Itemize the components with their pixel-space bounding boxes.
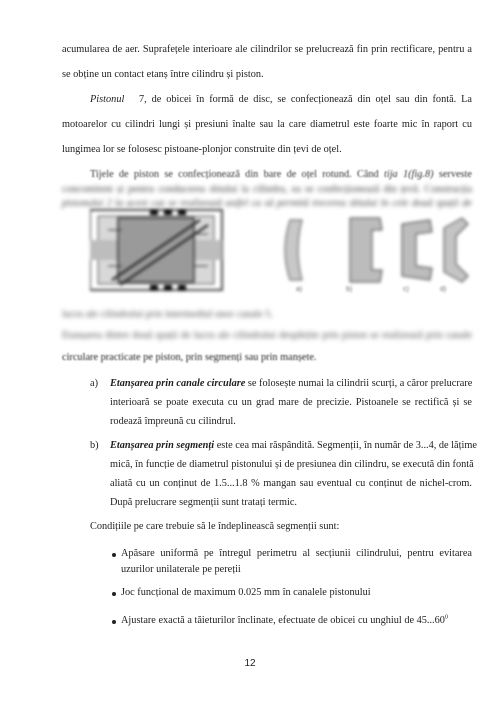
paragraph-line: circulare practicate pe piston, prin segmenți sau prin manșete.: [62, 352, 317, 363]
bullet-dot: [112, 592, 116, 596]
paragraph-text: , de obicei în formă de disc, se confecționează din oțel sau din fontă. La: [144, 94, 472, 105]
list-item-b-line: mică, în funcție de diametrul pistonului și de presiunea din cilindru, se execută din fontă: [110, 459, 474, 470]
paragraph-line: Etanșarea dintre două spații de lucru ale cilindrului despărțite prin piston se realizează prin canale: [62, 330, 472, 341]
paragraph-line: motoarelor cu cilindri lungi și presiuni înalte sau la care diametrul este foarte mic în raport cu: [62, 119, 472, 130]
page-number: 12: [244, 658, 256, 669]
cylinder-section-drawing: [90, 209, 222, 291]
piston-figure: [90, 200, 475, 300]
figure-label-a: a): [296, 286, 303, 293]
paragraph-line: se obține un contact etanș între cilindru și piston.: [62, 69, 264, 80]
bullet-dot: [112, 553, 116, 557]
seal-profile-b: [350, 218, 382, 282]
seal-profile-c: [402, 220, 432, 280]
list-marker-a: a): [90, 378, 98, 389]
bullet-text: Ajustare exactă a tăieturilor înclinate, efectuate de obicei cu unghiul de 45...60: [121, 615, 445, 626]
list-item-a-line: interioară se poate executa cu un grad mare de precizie. Pistoanele se rectifică și se: [110, 397, 472, 408]
conditions-intro: Condițiile pe care trebuie să le îndeplinească segmenții sunt:: [90, 521, 340, 532]
list-item-b-line: aliată cu un conținut de 1.5...1.8 % mangan sau eventual cu conținut de nichel-crom.: [110, 478, 472, 489]
paragraph-line: acumularea de aer. Suprafețele interioare ale cilindrilor se prelucrează fin prin rectificare, pentru a: [62, 44, 472, 55]
bullet-dot: [112, 620, 116, 624]
degree-superscript: 0: [444, 614, 448, 621]
list-item-text: se folosește numai la cilindrii scurți, a căror prelucrare: [245, 378, 473, 389]
list-item-a-line: rodează împreună cu cilindrul.: [110, 416, 236, 427]
paragraph-line: lungimea lor se folosesc pistoane-plonjor construite din țevi de oțel.: [62, 144, 342, 155]
piston-term: Pistonul: [90, 94, 125, 105]
seal-profile-d: [444, 218, 468, 282]
bullet-item-line: [121, 615, 448, 627]
list-item-b-line: După prelucrare segmenții sunt tratați termic.: [110, 497, 297, 508]
figure-label-c: c): [403, 286, 409, 293]
piston-number: 7: [139, 94, 145, 105]
paragraph-line: pistonului 2 la acest caz se realizează astfel ca să permită trecerea sbiului în cele două spații de: [62, 198, 472, 209]
paragraph-text: Tijele de piston se confecționează din bare de oțel rotund. Când: [90, 169, 379, 180]
paragraph-line: [90, 169, 472, 181]
list-item-a-line: [110, 378, 472, 390]
seal-profile-a: [285, 220, 302, 280]
figure-label-d: d): [440, 286, 447, 293]
paragraph-line: [90, 94, 472, 106]
list-item-a-heading: Etanșarea prin canale circulare: [110, 378, 246, 389]
paragraph-text: serveste: [438, 169, 472, 180]
bullet-item-line: Joc funcțional de maximum 0.025 mm în canalele pistonului: [121, 587, 371, 598]
list-item-b-line: [110, 440, 477, 452]
list-marker-b: b): [90, 440, 99, 451]
figure-caption: lucru ale cilindrului prin intermediul unor canale 5.: [62, 309, 274, 320]
bullet-item-line: uzurilor unilaterale pe pereții: [121, 564, 241, 575]
list-item-text: este cea mai răspândită. Segmenții, în număr de 3...4, de lățime: [214, 440, 477, 451]
list-item-b-heading: Etanșarea prin segmenți: [110, 440, 215, 451]
paragraph-line: concomitent și pentru conducerea sbiului la cilindru, ea se confecționează din țevă. Construcția: [62, 184, 472, 195]
bullet-item-line: Apăsare uniformă pe întregul perimetru al secțiunii cilindrului, pentru evitarea: [121, 548, 472, 559]
figure-reference: tija 1(fig.8): [383, 169, 434, 180]
figure-label-b: b): [346, 286, 353, 293]
